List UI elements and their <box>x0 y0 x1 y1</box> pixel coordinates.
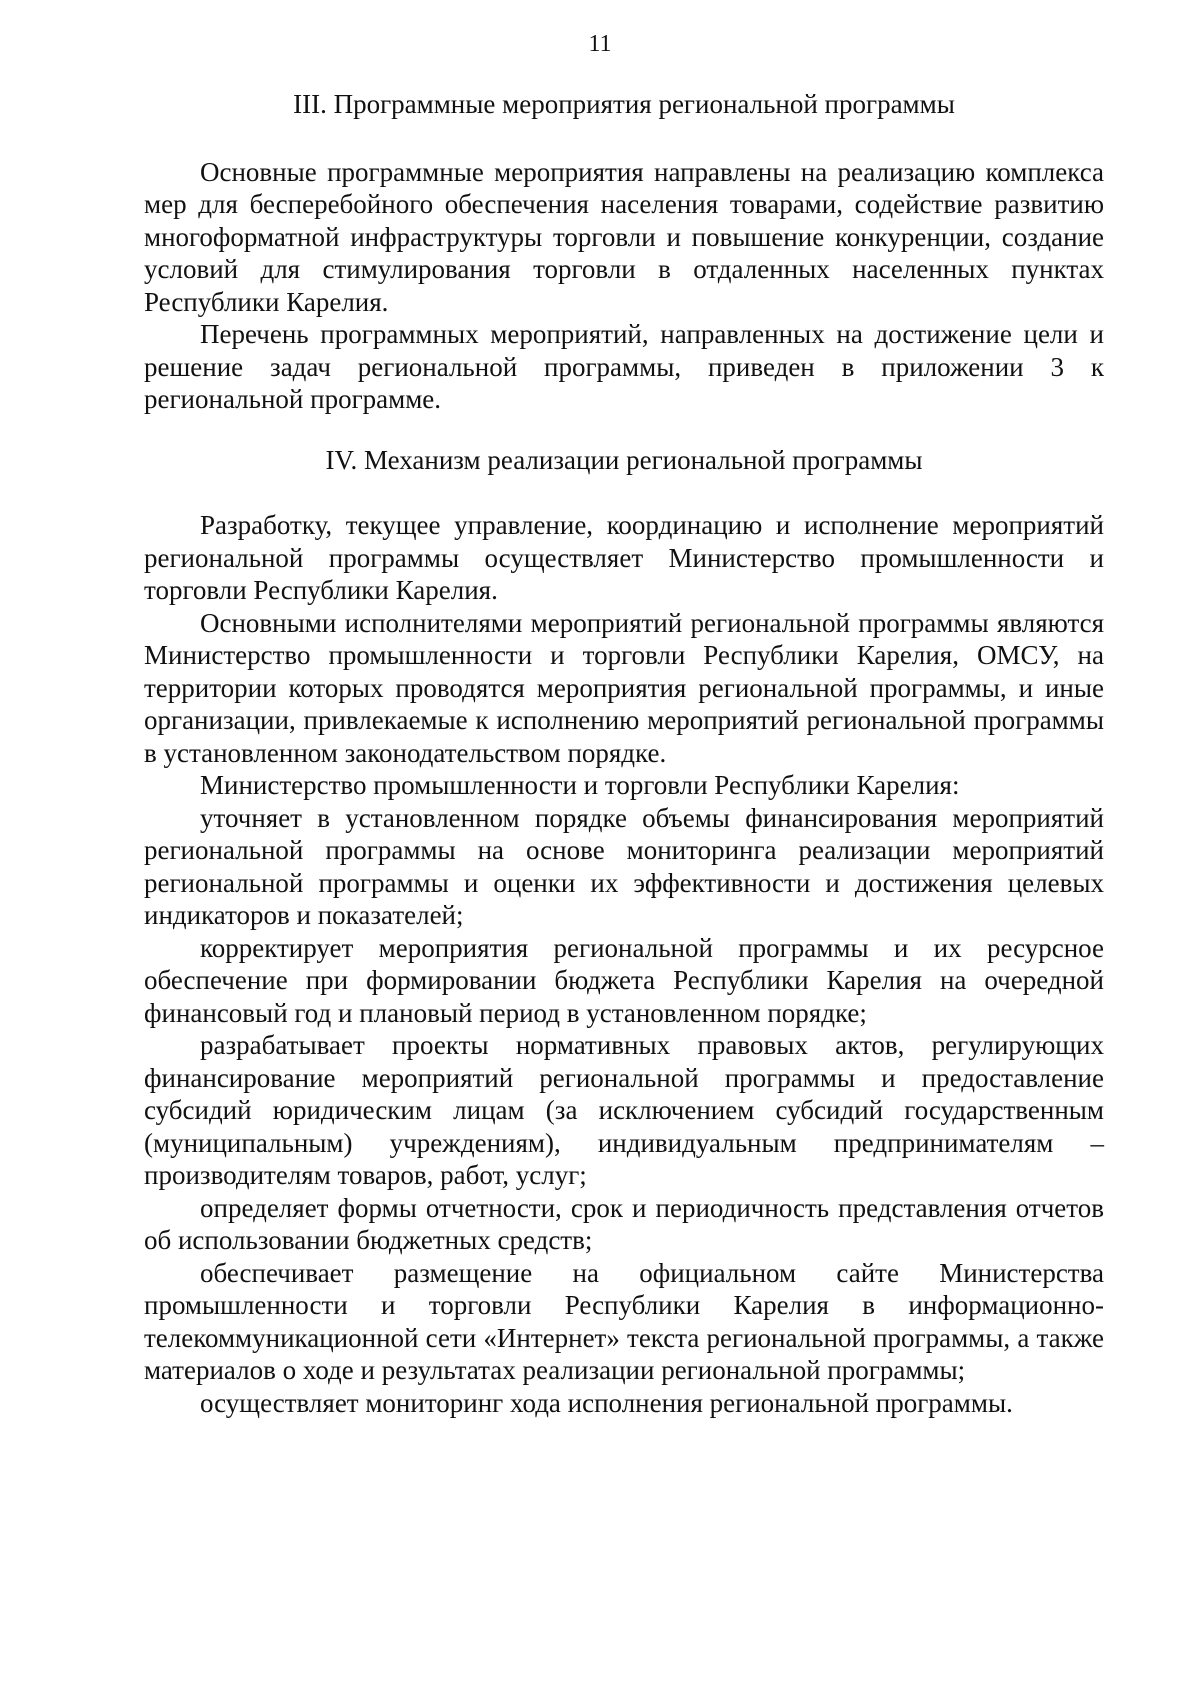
section-3-title: III. Программные мероприятия региональной программы <box>293 89 955 119</box>
section-3-paragraph-1: Основные программные мероприятия направлены на реализацию комплекса мер для бесперебойного обеспечения населения товарами, содействие развитию многоформатной инфраструктуры торговли и повышение конкуренции, создание условий для стимулирования торговли в отдаленных населенных пунктах Республики Карелия. <box>144 156 1104 317</box>
section-4-paragraph-4: уточняет в установленном порядке объемы финансирования мероприятий региональной программы на основе мониторинга реализации мероприятий региональной программы и оценки их эффективности и достижения целевых индикаторов и показателей; <box>144 802 1104 930</box>
document-body <box>144 88 1104 1419</box>
section-4-paragraph-5: корректирует мероприятия региональной программы и их ресурсное обеспечение при формировании бюджета Республики Карелия на очередной финансовый год и плановый период в установленном порядке; <box>144 932 1104 1028</box>
section-4-paragraph-2: Основными исполнителями мероприятий региональной программы являются Министерство промышленности и торговли Республики Карелия, ОМСУ, на территории которых проводятся мероприятия региональной программы, и иные организации, привлекаемые к исполнению мероприятий региональной программы в установленном законодательством порядке. <box>144 607 1104 768</box>
section-4-paragraph-9: осуществляет мониторинг хода исполнения региональной программы. <box>200 1387 1013 1418</box>
section-4-title: IV. Механизм реализации региональной программы <box>325 444 923 475</box>
section-4-paragraph-6: разрабатывает проекты нормативных правовых актов, регулирующих финансирование мероприятий региональной программы и предоставление субсидий юридическим лицам (за исключением субсидий государственным (муниципальным) учреждениям), индивидуальным предпринимателям – производителям товаров, работ, услуг; <box>144 1030 1104 1190</box>
section-4-paragraph-7: определяет формы отчетности, срок и периодичность представления отчетов об использовании бюджетных средств; <box>144 1192 1104 1255</box>
section-4-paragraph-3: Министерство промышленности и торговли Республики Карелия: <box>200 770 960 800</box>
section-3-paragraph-2: Перечень программных мероприятий, направленных на достижение цели и решение задач региональной программы, приведен в приложении 3 к региональной программе. <box>144 319 1104 414</box>
section-4-paragraph-1: Разработку, текущее управление, координацию и исполнение мероприятий региональной программы осуществляет Министерство промышленности и торговли Республики Карелия. <box>144 510 1104 605</box>
section-4-paragraph-8: обеспечивает размещение на официальном сайте Министерства промышленности и торговли Республики Карелия в информационно-телекоммуникационной сети «Интернет» текста региональной программы, а также материалов о ходе и результатах реализации региональной программы; <box>144 1257 1104 1385</box>
page-number: 11 <box>588 31 612 57</box>
